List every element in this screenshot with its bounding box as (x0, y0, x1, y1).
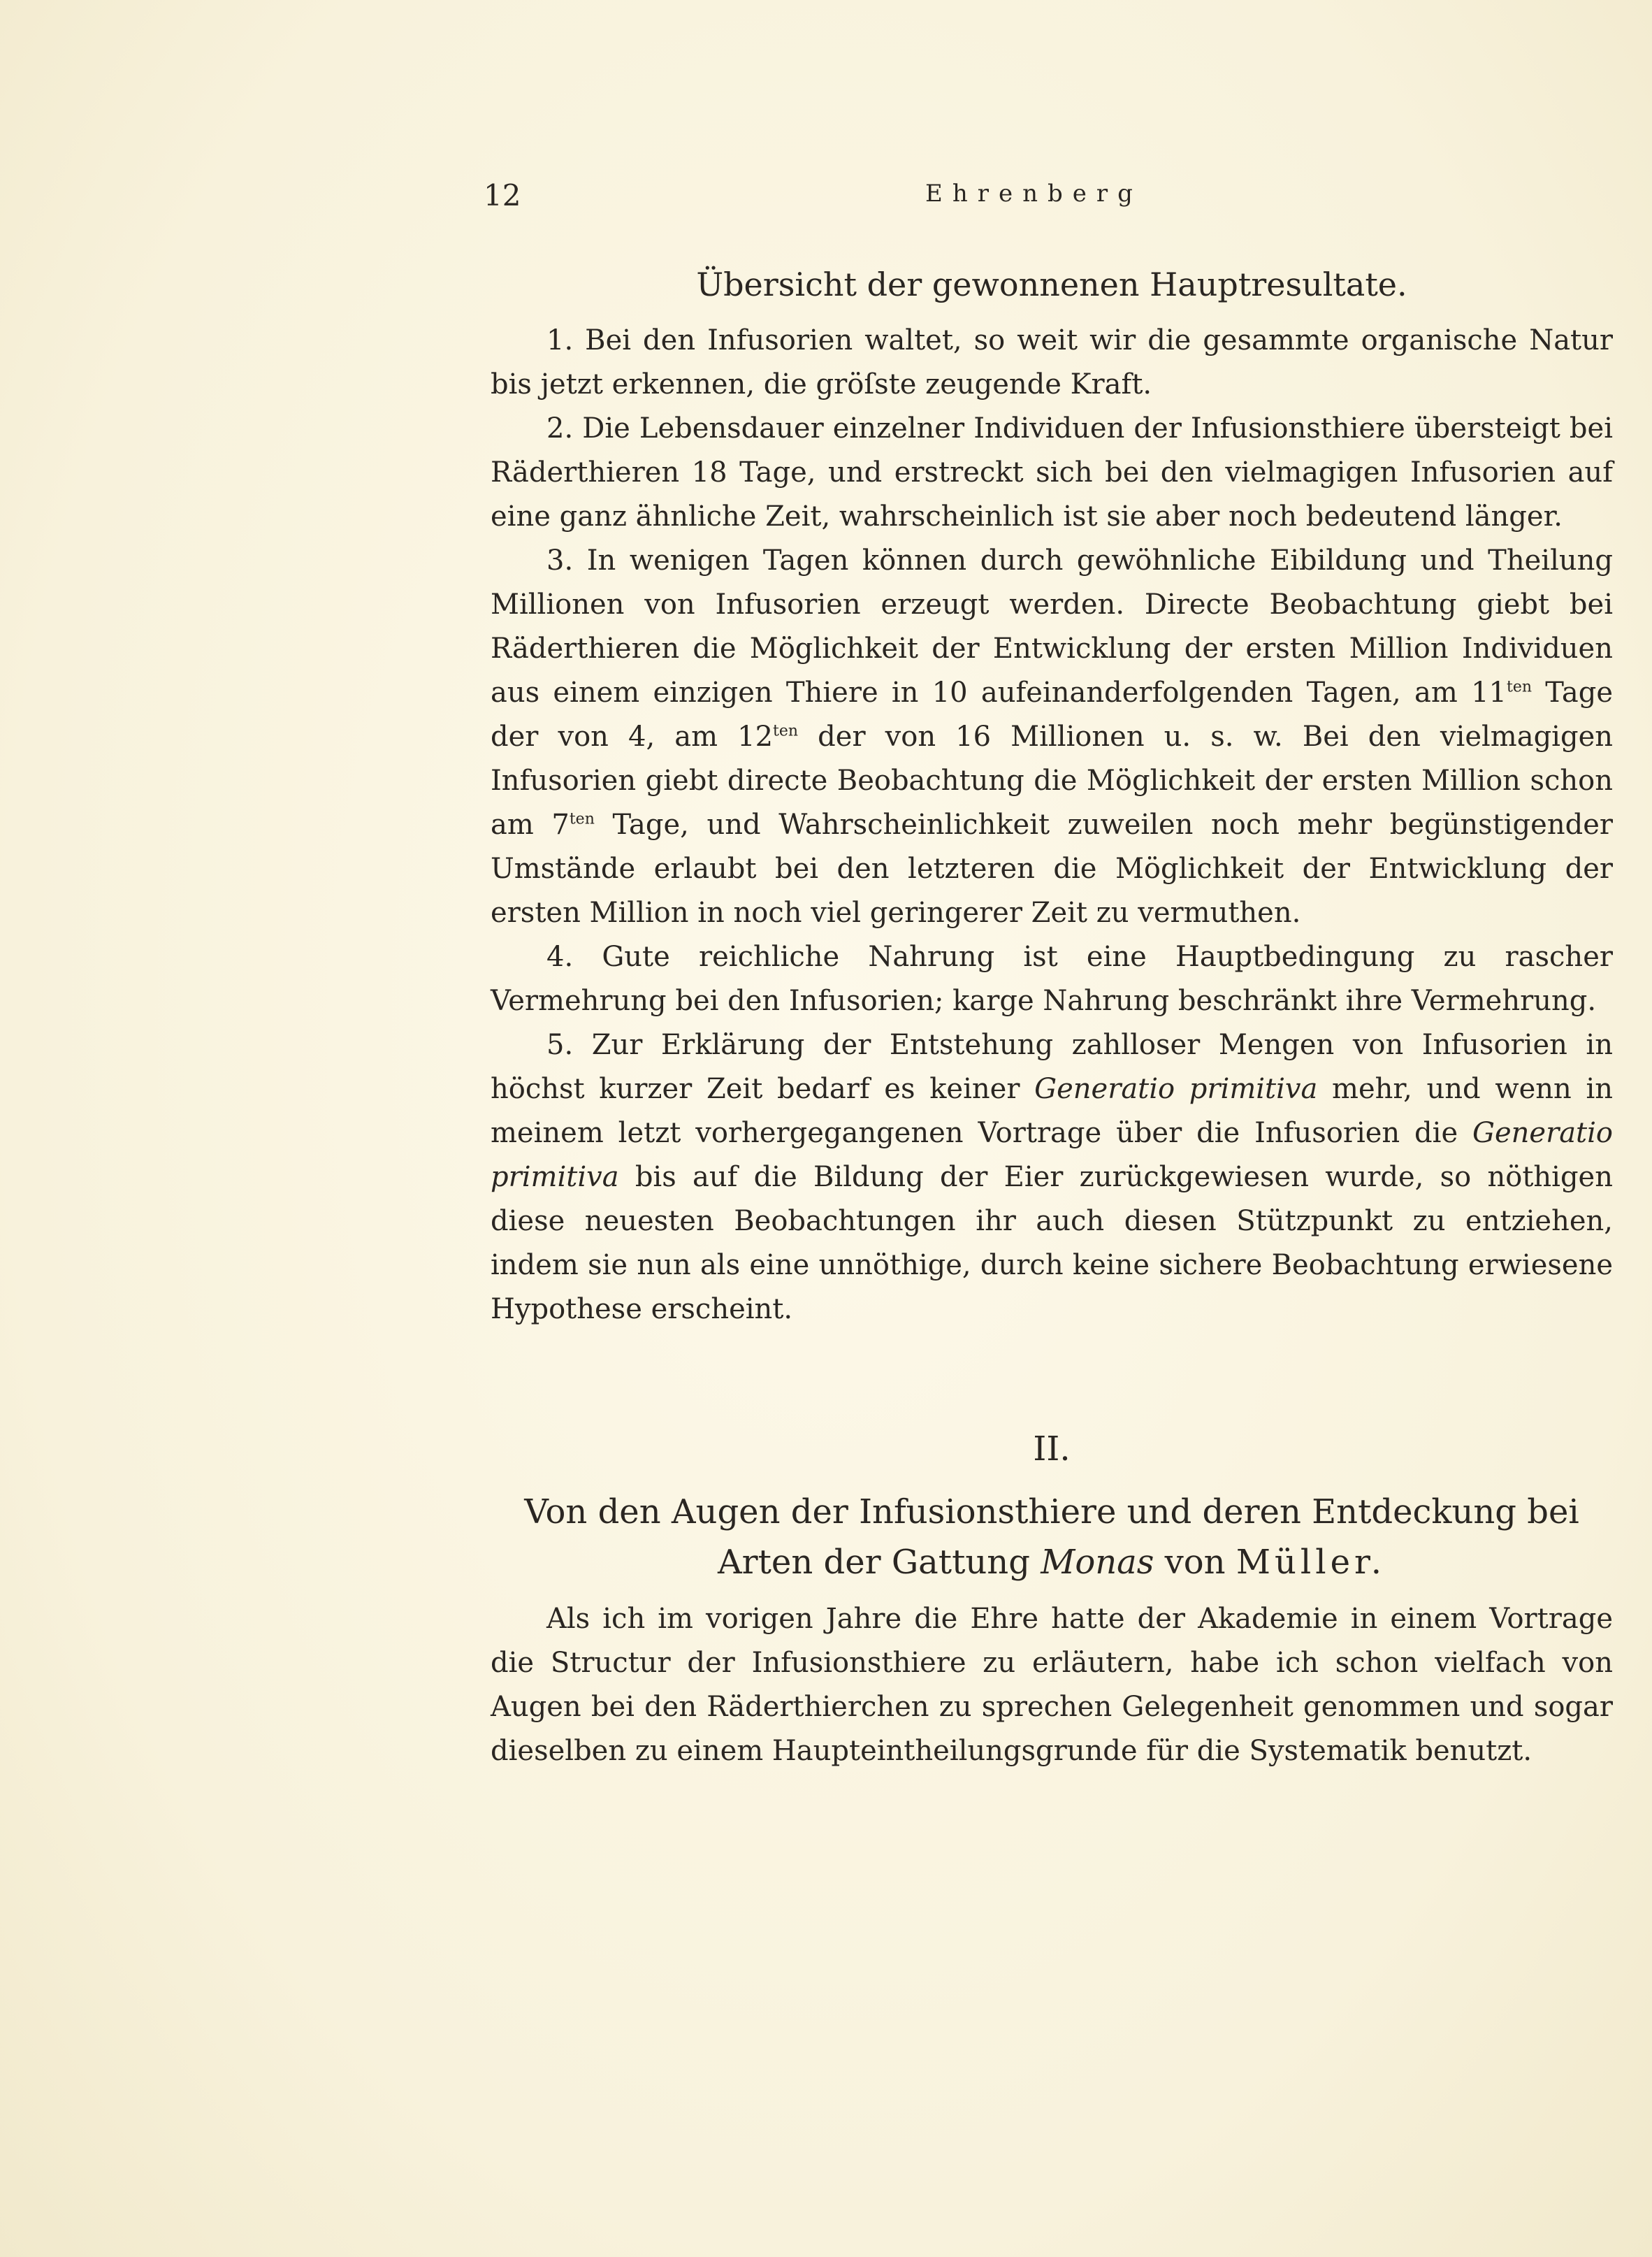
section-heading: Übersicht der gewonnenen Hauptresultate. (696, 266, 1407, 303)
page-number: 12 (484, 178, 521, 212)
running-head (484, 178, 1182, 227)
chapter-title-text: Von den Augen der Infusionsthiere und deren Entdeckung bei Arten der Gattung (524, 1492, 1579, 1582)
result-item-5 (491, 1023, 1613, 1332)
italic-term: Generatio primitiva (491, 1117, 1613, 1193)
result-item-3-text-a: 3. In wenigen Tagen können durch gewöhnliche Eibildung und Theilung Millionen von Infusorien erzeugt werden. Directe Beobachtung giebt bei Räderthieren die Möglichkeit der Entwicklung der ersten Million Individuen aus einem einzigen Thiere in 10 aufeinanderfolgenden Tagen, am 11 (491, 545, 1613, 709)
result-item-3 (491, 539, 1613, 935)
chapter-title-author: Müller. (1236, 1543, 1386, 1582)
text-column (491, 266, 1613, 1773)
italic-term: Generatio primitiva (1034, 1073, 1318, 1105)
result-item-3-text-c: der von 16 Millionen u. s. w. Bei den vielmagigen Infusorien giebt directe Beobachtung die Möglichkeit der ersten Million schon am 7 (491, 721, 1614, 841)
superscript: ten (773, 722, 799, 740)
chapter-title-text-b: von (1154, 1543, 1236, 1582)
superscript: ten (569, 810, 595, 828)
chapter-numeral: II. (1033, 1429, 1071, 1469)
result-item-5-text-c: bis auf die Bildung der Eier zurückgewiesen wurde, so nöthigen diese neuesten Beobachtungen ihr auch diesen Stützpunkt zu entziehen, indem sie nun als eine unnöthige, durch keine sichere Beobachtung erwiesene Hypothese erscheint. (491, 1161, 1613, 1325)
chapter-intro-paragraph: Als ich im vorigen Jahre die Ehre hatte der Akademie in einem Vortrage die Structur der Infusionsthiere zu erläutern, habe ich schon vielfach von Augen bei den Räderthierchen zu sprechen Gelegenheit genommen und sogar dieselben zu einem Haupteintheilungsgrunde für die Systematik benutzt. (491, 1603, 1613, 1767)
result-item-5-text-b: mehr, und wenn in meinem letzt vorhergegangenen Vortrage über die Infusorien die (491, 1073, 1614, 1149)
result-item-1: 1. Bei den Infusorien waltet, so weit wir die gesammte organische Natur bis jetzt erkennen, die gröſste zeugende Kraft. (491, 324, 1613, 401)
result-item-3-text-b: Tage der von 4, am 12 (491, 677, 1613, 753)
result-item-4: 4. Gute reichliche Nahrung ist eine Hauptbedingung zu rascher Vermehrung bei den Infusorien; karge Nahrung beschränkt ihre Vermehrung. (491, 941, 1613, 1017)
chapter-title (491, 1487, 1613, 1587)
result-item-5-text-a: 5. Zur Erklärung der Entstehung zahlloser Mengen von Infusorien in höchst kurzer Zeit bedarf es keiner (491, 1029, 1613, 1105)
running-head-author: Ehrenberg (925, 180, 1143, 208)
chapter-title-genus: Monas (1041, 1543, 1154, 1582)
result-item-3-text-d: Tage, und Wahrscheinlichkeit zuweilen noch mehr begünstigender Umstände erlaubt bei den letzteren die Möglichkeit der Entwicklung der ersten Million in noch viel geringerer Zeit zu vermuthen. (491, 809, 1613, 929)
result-item-2: 2. Die Lebensdauer einzelner Individuen der Infusionsthiere übersteigt bei Räderthieren 18 Tage, und erstreckt sich bei den vielmagigen Infusorien auf eine ganz ähnliche Zeit, wahrscheinlich ist sie aber noch bedeutend länger. (491, 412, 1613, 533)
superscript: ten (1506, 678, 1533, 696)
